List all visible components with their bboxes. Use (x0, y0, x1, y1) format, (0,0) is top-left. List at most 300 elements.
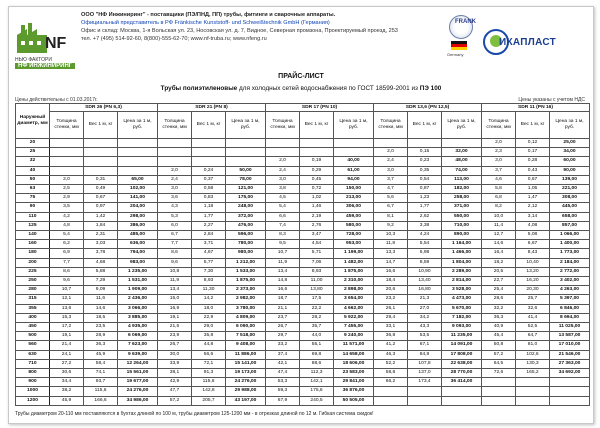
valid-date: Цены действительны с 01.03.2017г. (15, 97, 98, 103)
weight-cell: 6,98 (408, 249, 442, 258)
thickness-cell: 6,7 (158, 231, 192, 240)
price-cell (118, 157, 158, 166)
thickness-cell: 11,8 (374, 240, 408, 249)
price-cell: 596,00 (226, 231, 266, 240)
price-cell: 485,00 (118, 231, 158, 240)
price-cell: 3 885,00 (118, 313, 158, 322)
weight-cell: 7,29 (84, 277, 118, 286)
price-cell: 12 264,00 (118, 359, 158, 368)
weight-cell (300, 148, 334, 157)
price-cell: 3 528,00 (442, 286, 482, 295)
price-cell: 78,00 (226, 175, 266, 184)
price-cell: 459,00 (334, 212, 374, 221)
price-cell: 2 898,00 (334, 286, 374, 295)
weight-cell: 5,71 (300, 249, 334, 258)
thickness-cell: 3,5 (50, 203, 84, 212)
weight-cell: 16,20 (516, 277, 550, 286)
weight-cell: 3,38 (408, 221, 442, 230)
price-cell (118, 139, 158, 148)
price-cell: 60,00 (550, 157, 590, 166)
thickness-cell: 5,3 (158, 212, 192, 221)
weight-cell: 20,30 (516, 286, 550, 295)
thickness-cell: 4,3 (158, 203, 192, 212)
thickness-cell: 5,8 (482, 185, 516, 194)
weight-cell: 16,80 (408, 286, 442, 295)
weight-cell: 130,3 (516, 359, 550, 368)
price-header: Цена за 1 м, руб. (334, 112, 374, 139)
weight-cell: 43,3 (408, 323, 442, 332)
price-cell: 65,00 (118, 175, 158, 184)
thickness-cell: 26,1 (374, 304, 408, 313)
price-cell: 2 373,00 (226, 286, 266, 295)
weight-cell (84, 148, 118, 157)
price-cell: 2 982,00 (226, 295, 266, 304)
thickness-cell: 13,4 (158, 286, 192, 295)
price-cell (442, 396, 482, 405)
price-cell: 7 623,00 (118, 341, 158, 350)
weight-cell: 0,17 (516, 148, 550, 157)
weight-cell (408, 139, 442, 148)
diameter-cell: 315 (16, 295, 50, 304)
price-cell: 11 235,00 (442, 332, 482, 341)
table-row (16, 378, 590, 387)
subtitle-material: ПЭ 100 (419, 85, 442, 92)
weight-cell: 14,2 (192, 295, 226, 304)
weight-cell: 107,8 (408, 359, 442, 368)
price-cell: 34 692,00 (550, 369, 590, 378)
price-cell: 5 922,00 (334, 313, 374, 322)
thickness-cell: 36,8 (374, 332, 408, 341)
table-row (16, 212, 590, 221)
company-contacts: тел. +7 (495) 514-92-60, 8(800)-555-62-70; www.nf-truba.ru; www.nfeng.ru (81, 36, 267, 42)
weight-header: Вес 1 м, кг (84, 112, 118, 139)
price-cell: 794,00 (118, 249, 158, 258)
weight-cell: 91,3 (192, 369, 226, 378)
thickness-cell: 33,1 (374, 323, 408, 332)
thickness-cell: 2,5 (50, 185, 84, 194)
sdr-header-row (16, 104, 590, 112)
price-cell: 2 772,00 (550, 267, 590, 276)
price-cell: 1 773,00 (550, 249, 590, 258)
nf-logo (13, 21, 75, 73)
price-cell (334, 148, 374, 157)
price-cell: 102,00 (118, 185, 158, 194)
thickness-cell: 14,6 (482, 240, 516, 249)
thickness-cell: 26,7 (266, 323, 300, 332)
price-cell: 2 289,00 (442, 267, 482, 276)
thickness-cell: 30,0 (158, 350, 192, 359)
price-cell: 19 677,00 (118, 378, 158, 387)
table-row (16, 369, 590, 378)
thickness-cell: 17,2 (50, 323, 84, 332)
wall-thickness-header: Толщина стенки, мм (158, 112, 192, 139)
weight-cell: 0,43 (516, 166, 550, 175)
thickness-cell: 2,9 (50, 194, 84, 203)
price-cell: 6 090,00 (226, 323, 266, 332)
thickness-cell: 2,3 (482, 148, 516, 157)
thickness-cell: 11,9 (266, 258, 300, 267)
price-cell: 94,00 (334, 175, 374, 184)
thickness-cell: 7,7 (50, 258, 84, 267)
price-cell: 3 066,00 (118, 304, 158, 313)
price-cell: 248,00 (226, 203, 266, 212)
price-cell: 23 583,00 (334, 369, 374, 378)
ikaplast-logo-text: ИКАПЛАСТ (499, 37, 557, 48)
company-name: ООО "НФ Инжиниринг" - поставщики (ПЭ/ПНД, ПП) трубы, фитинги и сварочные аппараты. (81, 12, 336, 18)
price-cell: 5 397,00 (550, 295, 590, 304)
weight-cell: 175,6 (300, 387, 334, 396)
price-cell: 258,00 (442, 194, 482, 203)
thickness-cell: 5,4 (266, 203, 300, 212)
weight-cell: 115,6 (84, 387, 118, 396)
thickness-cell: 37,4 (266, 350, 300, 359)
price-cell: 2 436,00 (118, 295, 158, 304)
diameter-cell: 355 (16, 304, 50, 313)
weight-cell: 4,68 (84, 258, 118, 267)
thickness-cell: 4,2 (50, 212, 84, 221)
price-cell: 980,00 (226, 249, 266, 258)
weight-cell (516, 387, 550, 396)
weight-cell: 0,29 (300, 166, 334, 175)
thickness-cell: 13,4 (266, 267, 300, 276)
diameter-cell: 1200 (16, 396, 50, 405)
weight-cell: 11,00 (300, 277, 334, 286)
weight-cell: 1,05 (516, 185, 550, 194)
thickness-cell (50, 157, 84, 166)
weight-cell: 102,6 (516, 350, 550, 359)
thickness-cell: 6,7 (374, 203, 408, 212)
weight-cell: 7,30 (192, 267, 226, 276)
thickness-cell: 8,1 (374, 212, 408, 221)
price-cell: 29 841,00 (334, 378, 374, 387)
diameter-cell: 400 (16, 313, 50, 322)
weight-cell: 0,31 (84, 175, 118, 184)
weight-cell: 165,2 (516, 369, 550, 378)
weight-cell: 0,67 (516, 175, 550, 184)
weight-cell: 56,6 (192, 350, 226, 359)
price-cell: 11 886,00 (226, 350, 266, 359)
price-cell: 1 875,00 (226, 277, 266, 286)
weight-cell: 1,77 (408, 203, 442, 212)
table-row (16, 350, 590, 359)
thickness-cell: 52,2 (374, 359, 408, 368)
weight-cell: 8,43 (516, 249, 550, 258)
thickness-cell: 23,7 (266, 313, 300, 322)
price-list-sheet (8, 6, 594, 424)
weight-cell: 13,40 (408, 277, 442, 286)
thickness-cell: 4,7 (374, 185, 408, 194)
thickness-cell: 6,2 (50, 240, 84, 249)
weight-cell: 0,67 (84, 194, 118, 203)
price-cell: 28 770,00 (442, 369, 482, 378)
diameter-cell: 50 (16, 175, 50, 184)
weight-cell: 0,37 (192, 175, 226, 184)
weight-cell (408, 387, 442, 396)
weight-cell: 0,83 (192, 194, 226, 203)
table-row (16, 221, 590, 230)
vat-note: Цены указаны с учетом НДС (518, 97, 585, 103)
table-row (16, 387, 590, 396)
weight-cell: 14,6 (84, 304, 118, 313)
thickness-cell: 2,0 (374, 148, 408, 157)
thickness-cell: 36,3 (482, 313, 516, 322)
thickness-cell: 38,2 (50, 387, 84, 396)
price-cell: 15 561,00 (118, 369, 158, 378)
weight-cell: 21,3 (408, 295, 442, 304)
table-row (16, 240, 590, 249)
subtitle-bold: Трубы полиэтиленовые (160, 85, 238, 92)
price-cell: 17 010,00 (550, 341, 590, 350)
thickness-cell: 2,0 (50, 175, 84, 184)
weight-cell: 2,31 (84, 231, 118, 240)
thickness-cell: 12,1 (50, 295, 84, 304)
weight-header: Вес 1 м, кг (408, 112, 442, 139)
price-cell: 371,00 (442, 203, 482, 212)
price-cell: 7 518,00 (226, 332, 266, 341)
diameter-cell: 125 (16, 221, 50, 230)
thickness-cell: 47,7 (158, 387, 192, 396)
sdr-group-header: SDR 26 (PN 6,3) (50, 104, 158, 112)
thickness-cell: 2,0 (266, 157, 300, 166)
weight-cell: 1,77 (192, 212, 226, 221)
weight-cell: 1,47 (516, 194, 550, 203)
thickness-cell: 8,6 (158, 249, 192, 258)
weight-cell: 53,5 (408, 332, 442, 341)
price-cell (226, 139, 266, 148)
thickness-cell: 66,2 (374, 378, 408, 387)
thickness-cell: 19,1 (50, 332, 84, 341)
sdr-group-header: SDR 11 (PN 16) (482, 104, 590, 112)
price-cell: 19 173,00 (226, 369, 266, 378)
thickness-cell: 4,6 (482, 175, 516, 184)
thickness-cell: 10,3 (374, 231, 408, 240)
diameter-cell: 225 (16, 267, 50, 276)
column-header-row (16, 112, 590, 139)
diameter-cell: 140 (16, 231, 50, 240)
thickness-cell: 32,2 (482, 304, 516, 313)
price-cell: 1 164,00 (442, 240, 482, 249)
weight-cell: 35,8 (192, 332, 226, 341)
weight-cell: 0,45 (300, 175, 334, 184)
weight-cell: 3,47 (300, 231, 334, 240)
thickness-cell: 5,4 (50, 231, 84, 240)
price-cell: 221,00 (550, 185, 590, 194)
official-rep: Официальный представитель в РФ Fränkische Kunststoff- und Schweißtechnik GmbH (Германия) (81, 20, 330, 26)
weight-cell: 1,46 (300, 203, 334, 212)
thickness-cell: 8,3 (266, 231, 300, 240)
price-cell (550, 387, 590, 396)
price-header: Цена за 1 м, руб. (118, 112, 158, 139)
weight-cell: 240,5 (300, 396, 334, 405)
thickness-cell (482, 387, 516, 396)
diameter-cell: 75 (16, 194, 50, 203)
dn-header: Наружный диаметр, мм (16, 104, 50, 139)
weight-header: Вес 1 м, кг (516, 112, 550, 139)
thickness-cell: 21,1 (266, 304, 300, 313)
weight-cell: 28,2 (300, 313, 334, 322)
thickness-cell: 3,6 (158, 194, 192, 203)
weight-cell: 2,12 (516, 203, 550, 212)
price-header: Цена за 1 м, руб. (226, 112, 266, 139)
price-cell: 306,00 (334, 203, 374, 212)
weight-cell: 41,4 (516, 313, 550, 322)
price-cell: 15 141,00 (226, 359, 266, 368)
diameter-cell: 630 (16, 350, 50, 359)
price-cell: 141,00 (118, 194, 158, 203)
price-cell: 34,00 (550, 148, 590, 157)
weight-cell: 25,7 (516, 295, 550, 304)
weight-cell (84, 139, 118, 148)
diameter-cell: 1000 (16, 387, 50, 396)
table-row (16, 203, 590, 212)
price-cell (118, 166, 158, 175)
price-cell: 40,00 (334, 157, 374, 166)
weight-cell: 69,8 (300, 350, 334, 359)
weight-cell: 18,0 (192, 304, 226, 313)
price-cell: 13 587,00 (550, 332, 590, 341)
price-cell: 6 846,00 (550, 304, 590, 313)
weight-cell: 8,93 (192, 277, 226, 286)
thickness-cell: 9,2 (374, 221, 408, 230)
thickness-cell: 23,2 (374, 295, 408, 304)
thickness-cell (50, 166, 84, 175)
thickness-cell: 3,7 (374, 175, 408, 184)
weight-cell: 45,9 (84, 350, 118, 359)
price-cell: 113,00 (442, 175, 482, 184)
thickness-cell: 2,0 (482, 139, 516, 148)
thickness-cell: 16,6 (374, 267, 408, 276)
thickness-cell: 30,6 (50, 369, 84, 378)
price-cell: 17 808,00 (442, 350, 482, 359)
footnote: Трубы диаметром 20-110 мм поставляются в бухтах длиной по 100 м, трубы диаметром 125-1200 мм - в отрезках длиной по 12 м. Гибкая система скидок! (15, 411, 374, 417)
diameter-cell: 32 (16, 157, 50, 166)
weight-cell: 173,4 (408, 378, 442, 387)
price-cell (334, 139, 374, 148)
price-cell: 1 235,00 (118, 267, 158, 276)
nf-logo-line2: НФ ИНЖИНИРИНГ (15, 63, 75, 69)
weight-cell: 3,78 (84, 249, 118, 258)
price-cell: 9 093,00 (442, 323, 482, 332)
thickness-cell: 33,2 (266, 341, 300, 350)
price-cell: 550,00 (442, 212, 482, 221)
table-row (16, 304, 590, 313)
weight-cell: 137,0 (408, 369, 442, 378)
price-cell: 1 482,00 (334, 258, 374, 267)
thickness-cell (158, 157, 192, 166)
thickness-cell: 14,7 (374, 258, 408, 267)
price-cell: 372,00 (226, 212, 266, 221)
table-row (16, 359, 590, 368)
weight-cell: 64,7 (516, 332, 550, 341)
price-cell: 36 414,00 (442, 378, 482, 387)
weight-cell: 35,7 (300, 323, 334, 332)
price-cell (118, 148, 158, 157)
price-cell: 22 638,00 (442, 359, 482, 368)
thickness-cell: 18,4 (374, 277, 408, 286)
weight-cell: 1,02 (300, 194, 334, 203)
weight-cell: 0,35 (408, 166, 442, 175)
price-cell: 4 935,00 (118, 323, 158, 332)
weight-cell: 0,15 (408, 148, 442, 157)
thickness-cell: 41,2 (374, 341, 408, 350)
price-cell: 308,00 (550, 194, 590, 203)
price-cell: 9 240,00 (334, 332, 374, 341)
nf-logo-line1: НЬЮ ФАКТОРИ (15, 57, 52, 63)
table-row (16, 194, 590, 203)
price-cell: 1 199,00 (334, 249, 374, 258)
table-row (16, 148, 590, 157)
price-cell: 50,00 (226, 166, 266, 175)
thickness-cell: 4,8 (50, 221, 84, 230)
price-cell: 2 310,00 (334, 277, 374, 286)
diameter-cell: 560 (16, 341, 50, 350)
weight-cell (408, 396, 442, 405)
wall-thickness-header: Толщина стенки, мм (482, 112, 516, 139)
price-cell: 24 276,00 (226, 378, 266, 387)
thickness-cell: 9,6 (50, 277, 84, 286)
thickness-cell: 27,2 (50, 359, 84, 368)
ikaplast-logo (483, 29, 583, 59)
thickness-cell: 53,3 (266, 378, 300, 387)
price-cell: 3 780,00 (226, 304, 266, 313)
thickness-cell: 6,0 (158, 221, 192, 230)
weight-cell (84, 166, 118, 175)
weight-cell: 4,24 (408, 231, 442, 240)
table-row (16, 295, 590, 304)
thickness-cell: 38,1 (158, 369, 192, 378)
price-cell: 14 091,00 (442, 341, 482, 350)
frank-logo-text: FRANK (455, 19, 476, 25)
thickness-cell: 58,8 (374, 369, 408, 378)
price-cell: 8 694,00 (550, 313, 590, 322)
weight-cell: 10,90 (408, 267, 442, 276)
thickness-cell: 29,4 (374, 313, 408, 322)
table-row (16, 313, 590, 322)
price-cell (226, 157, 266, 166)
weight-cell: 29,0 (192, 323, 226, 332)
thickness-cell: 18,2 (482, 258, 516, 267)
page-title: ПРАЙС-ЛИСТ (278, 73, 324, 80)
thickness-cell (50, 139, 84, 148)
weight-cell: 81,0 (516, 341, 550, 350)
table-row (16, 277, 590, 286)
price-cell: 34 986,00 (118, 396, 158, 405)
price-cell: 29 988,00 (226, 387, 266, 396)
diameter-cell: 25 (16, 148, 50, 157)
weight-cell (516, 396, 550, 405)
price-cell: 1 400,00 (550, 240, 590, 249)
price-cell (226, 148, 266, 157)
thickness-cell (482, 378, 516, 387)
price-cell: 1 909,00 (118, 286, 158, 295)
weight-cell: 11,6 (84, 295, 118, 304)
thickness-cell: 9,5 (266, 240, 300, 249)
weight-cell: 72,1 (192, 359, 226, 368)
weight-cell: 2,76 (300, 221, 334, 230)
thickness-cell: 20,5 (482, 267, 516, 276)
diameter-cell: 20 (16, 139, 50, 148)
weight-cell: 13,20 (516, 267, 550, 276)
weight-cell: 3,03 (84, 240, 118, 249)
price-cell: 50 505,00 (334, 396, 374, 405)
weight-cell (84, 157, 118, 166)
thickness-cell: 67,9 (266, 396, 300, 405)
weight-cell: 0,23 (408, 157, 442, 166)
table-row (16, 341, 590, 350)
price-cell: 1 531,00 (118, 277, 158, 286)
price-cell: 445,00 (550, 203, 590, 212)
weight-cell: 32,6 (516, 304, 550, 313)
